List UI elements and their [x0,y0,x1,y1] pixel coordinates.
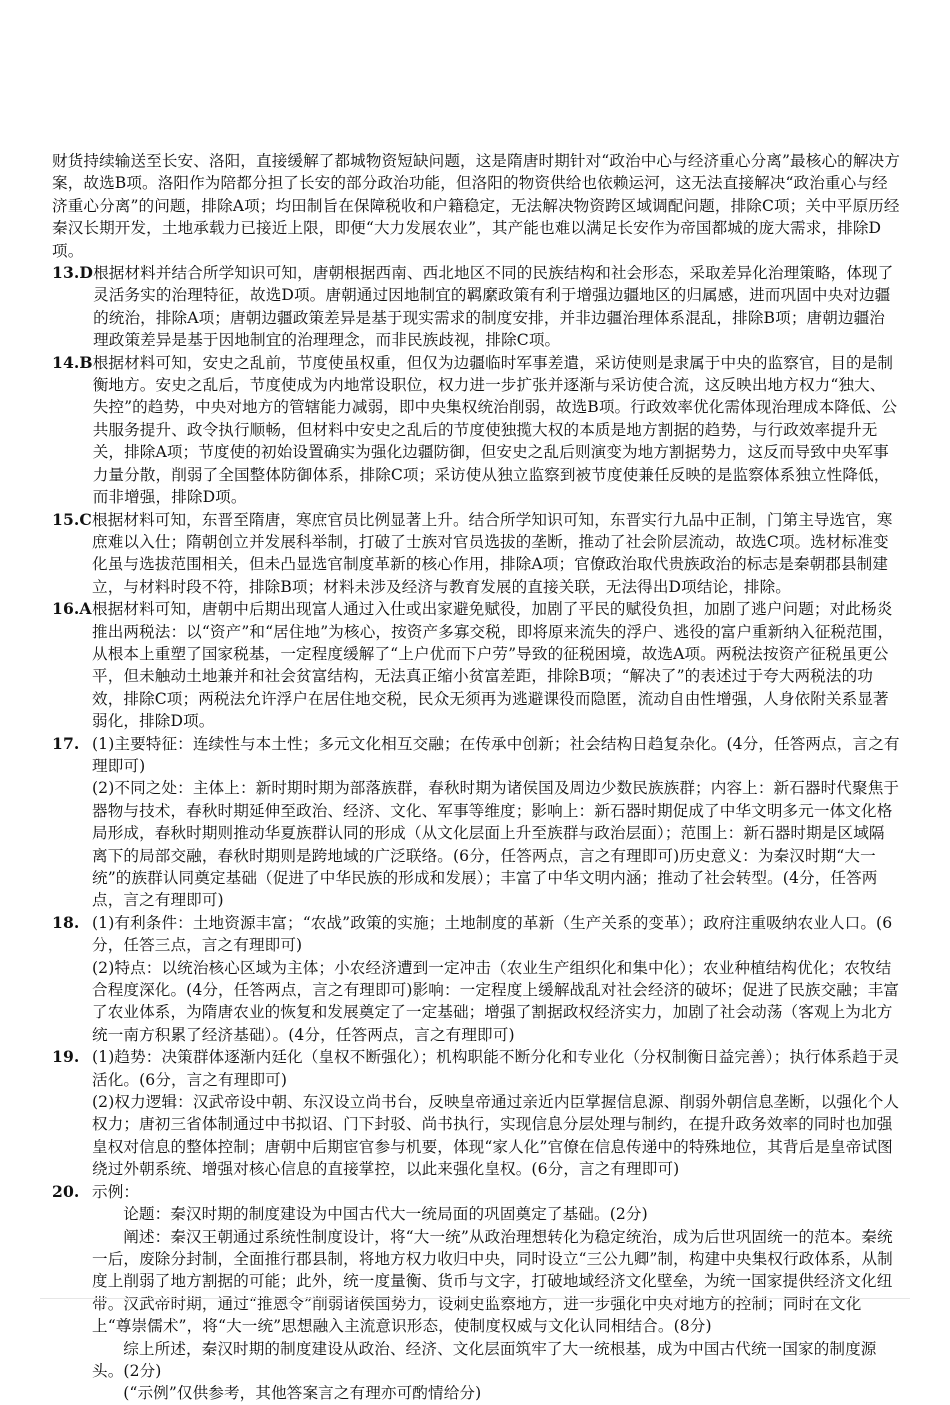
example-thesis: 论题：秦汉时期的制度建设为中国古代大一统局面的巩固奠定了基础。(2分) [123,1205,648,1224]
answer-number: 13.D [52,263,94,283]
answer-part-1: (1)有利条件：土地资源丰富；“农战”政策的实施；土地制度的革新（生产关系的变革）；政府注重吸纳农业人口。(6分，任答三点，言之有理即可) [92,913,893,955]
answer-14 [52,352,900,509]
answer-content [52,150,900,1405]
intro-paragraph: 财货持续输送至长安、洛阳，直接缓解了都城物资短缺问题，这是隋唐时期针对“政治中心与经济重心分离”最核心的解决方案，故选B项。洛阳作为陪都分担了长安的部分政治功能，但洛阳的物资供给也依赖运河，这无法直接解决“政治重心与经济重心分离”的问题，排除A项；均田制旨在保障税收和户籍稳定，无法解决物资跨区域调配问题，排除C项；关中平原历经秦汉长期开发，土地承载力已接近上限，即便“大力发展农业”，其产能也难以满足长安作为帝国都城的庞大需求，排除D项。 [52,152,900,260]
answer-number: 14.B [52,352,93,372]
answer-text: 根据材料并结合所学知识可知，唐朝根据西南、西北地区不同的民族结构和社会形态，采取差异化治理策略，体现了灵活务实的治理特征，故选D项。唐朝通过因地制宜的羁縻政策有利于增强边疆地区的归属感，进而巩固中央对边疆的统治，排除A项；唐朝边疆政策差异是基于现实需求的制度安排，并非边疆治理体系混乱，排除B项；唐朝边疆治理政策差异是基于因地制宜的治理理念，而非民族歧视，排除C项。 [93,264,894,350]
page-bottom-divider [40,1298,910,1299]
answer-number: 20. [52,1181,80,1201]
answer-18-part-2: (2)特点：以统治核心区域为主体；小农经济遭到一定冲击（农业生产组织化和集中化）；农业种植结构优化；农牧结合程度深化。(4分，任答两点，言之有理即可)影响：一定程度上缓解战乱对社会经济的破坏；促进了民族交融；丰富了农业体系，为隋唐农业的恢复和发展奠定了一定基础；增强了割据政权经济实力，加剧了社会动荡（客观上为北方统一南方积累了经济基础）。(4分，任答两点，言之有理即可) [92,958,900,1044]
answer-number: 17. [52,733,80,753]
answer-18 [52,912,900,957]
example-heading: 示例： [92,1182,140,1201]
answer-17-part-2: (2)不同之处：主体上：新时期时期为部落族群，春秋时期为诸侯国及周边少数民族族群；内容上：新石器时代聚焦于器物与技术，春秋时期延伸至政治、经济、文化、军事等维度；影响上：新石器时期促成了中华文明多元一体文化格局形成，春秋时期则推动华夏族群认同的形成（从文化层面上升至族群与政治层面）；范围上：新石器时期是区域隔离下的局部交融，春秋时期则是跨地域的广泛联络。(6分，任答两点，言之有理即可)历史意义：为秦汉时期“大一统”的族群认同奠定基础（促进了中华民族的形成和发展）；丰富了中华文明内涵；推动了社会转型。(4分，任答两点，言之有理即可) [92,779,900,910]
answer-text: 根据材料可知，东晋至隋唐，寒庶官员比例显著上升。结合所学知识可知，东晋实行九品中正制，门第主导选官，寒庶难以入仕；隋朝创立并发展科举制，打破了士族对官员选拔的垄断，推动了社会阶层流动，故选C项。选材标准变化虽与选拔范围相关，但未凸显选官制度革新的核心作用，排除A项；官僚政治取代贵族政治的标志是秦朝郡县制建立，与材料时段不符，排除B项；材料未涉及经济与教育发展的直接关联，无法得出D项结论，排除。 [92,510,893,596]
answer-number: 16.A [52,599,92,619]
answer-number: 19. [52,1047,80,1067]
answer-part-1: (1)趋势：决策群体逐渐内廷化（皇权不断强化）；机构职能不断分化和专业化（分权制衡日益完善）；执行体系趋于灵活化。(6分，言之有理即可) [92,1048,900,1089]
answer-16 [52,598,900,732]
answer-19-part-2: (2)权力逻辑：汉武帝设中朝、东汉设立尚书台，反映皇帝通过亲近内臣掌握信息源、削弱外朝信息垄断，以强化个人权力；唐初三省体制通过中书拟诏、门下封驳、尚书执行，实现信息分层处理与制约，在提升政务效率的同时也加强皇权对信息的整体控制；唐朝中后期宦官参与机要，体现“家人化”官僚在信息传递中的特殊地位，其背后是皇帝试图绕过外朝系统、增强对核心信息的直接掌控，以此来强化皇权。(6分，言之有理即可) [92,1093,900,1179]
answer-text [92,733,900,778]
example-argument: 阐述：秦汉王朝通过系统性制度设计，将“大一统”从政治理想转化为稳定统治，成为后世巩固统一的范本。秦统一后，废除分封制，全面推行郡县制，将地方权力收归中央，同时设立“三公九卿”制，构建中央集权行政体系，从制度上削弱了地方割据的可能；此外，统一度量衡、货币与文字，打破地域经济文化壁垒，为统一国家提供经济文化纽带。汉武帝时期，通过“推恩令”削弱诸侯国势力，设刺史监察地方，进一步强化中央对地方的控制；同时在文化上“尊崇儒术”，将“大一统”思想融入主流意识形态，使制度权威与文化认同相结合。(8分) [92,1227,893,1336]
answer-number: 18. [52,912,80,932]
answer-20 [52,1181,900,1203]
example-conclusion: 综上所述，秦汉时期的制度建设从政治、经济、文化层面筑牢了大一统根基，成为中国古代统一国家的制度源头。(2分) [92,1339,877,1380]
answer-13 [52,262,900,352]
answer-part-1: (1)主要特征：连续性与本土性；多元文化相互交融；在传承中创新；社会结构日趋复杂化。(4分，任答两点，言之有理即可) [92,734,900,775]
answer-17 [52,733,900,778]
answer-19 [52,1046,900,1091]
answer-text: 根据材料可知，安史之乱前，节度使虽权重，但仅为边疆临时军事差遣，采访使则是隶属于中央的监察官，目的是制衡地方。安史之乱后，节度使成为内地常设职位，权力进一步扩张并逐渐与采访使合流，这反映出地方权力“独大、失控”的趋势，中央对地方的管辖能力减弱，即中央集权统治削弱，故选B项。行政效率优化需体现治理成本降低、公共服务提升、政令执行顺畅，但材料中安史之乱后的节度使独揽大权的本质是地方割据的趋势，与行政效率提升无关，排除A项；节度使的初始设置确实为强化边疆防御，但安史之乱后则演变为地方割据势力，这反而导致中央军事力量分散，削弱了全国整体防御体系，排除C项；采访使从独立监察到被节度使兼任反映的是监察体系独立性降低，而非增强，排除D项。 [92,353,898,507]
answer-number: 15.C [52,509,92,529]
example-note: (“示例”仅供参考，其他答案言之有理亦可酌情给分) [123,1384,482,1403]
answer-15 [52,509,900,599]
answer-text: 根据材料可知，唐朝中后期出现富人通过入仕或出家避免赋役，加剧了平民的赋役负担，加剧了逃户问题；对此杨炎推出两税法：以“资产”和“居住地”为核心，按资产多寡交税，即将原来流失的浮户、逃役的富户重新纳入征税范围，从根本上重塑了国家税基，一定程度缓解了“上户优而下户劳”导致的征税困境，故选A项。两税法按资产征税虽更公平，但未触动土地兼并和社会贫富结构，无法真正缩小贫富差距，排除B项；“解决了”的表述过于夸大两税法的功效，排除C项；两税法允许浮户在居住地交税，民众无须再为逃避课役而隐匿，流动自由性增强，人身依附关系显著弱化，排除D项。 [92,600,894,731]
